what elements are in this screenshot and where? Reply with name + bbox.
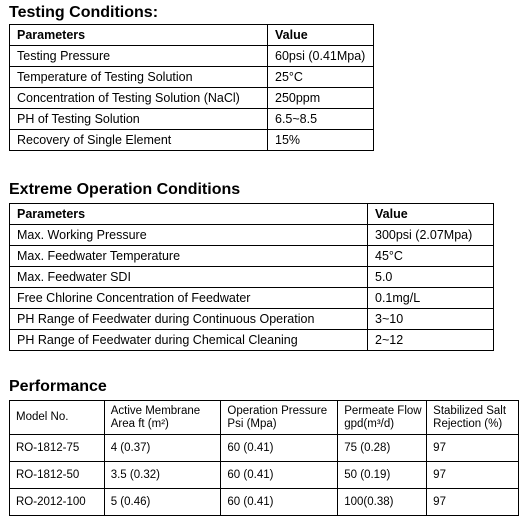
table-header-row — [10, 401, 519, 435]
model-cell: RO-1812-75 — [10, 435, 105, 462]
table-row — [10, 267, 494, 288]
value-cell: 300psi (2.07Mpa) — [368, 225, 494, 246]
parameter-cell: Recovery of Single Element — [10, 130, 268, 151]
testing-conditions-title: Testing Conditions: — [9, 4, 159, 21]
header-parameters: Parameters — [10, 25, 268, 46]
model-cell: RO-2012-100 — [10, 489, 105, 516]
value-cell: 15% — [268, 130, 374, 151]
table-row — [10, 46, 374, 67]
parameter-cell: PH Range of Feedwater during Continuous Operation — [10, 309, 368, 330]
table-header-row — [10, 25, 374, 46]
table-row — [10, 309, 494, 330]
value-cell: 60psi (0.41Mpa) — [268, 46, 374, 67]
value-cell: 45°C — [368, 246, 494, 267]
header-line: Model No. — [16, 411, 69, 423]
pressure-cell: 60 (0.41) — [221, 489, 338, 516]
parameter-cell: Max. Feedwater SDI — [10, 267, 368, 288]
table-row — [10, 288, 494, 309]
pressure-cell: 60 (0.41) — [221, 435, 338, 462]
header-value: Value — [268, 25, 374, 46]
rejection-cell: 97 — [427, 489, 519, 516]
flow-cell: 75 (0.28) — [338, 435, 427, 462]
header-flow — [338, 401, 427, 435]
header-line: Active Membrane — [110, 404, 201, 417]
performance-table — [9, 400, 519, 516]
table-row — [10, 489, 519, 516]
parameter-cell: PH of Testing Solution — [10, 109, 268, 130]
header-line: Stabilized Salt — [433, 404, 507, 417]
performance-title: Performance — [9, 378, 107, 395]
table-row — [10, 130, 374, 151]
header-line: Operation Pressure — [227, 404, 328, 417]
extreme-conditions-table — [9, 203, 494, 351]
area-cell: 5 (0.46) — [104, 489, 221, 516]
header-pressure — [221, 401, 338, 435]
table-row — [10, 246, 494, 267]
parameter-cell: Free Chlorine Concentration of Feedwater — [10, 288, 368, 309]
header-line: Psi (Mpa) — [227, 417, 277, 430]
table-row — [10, 67, 374, 88]
header-line: Area ft (m²) — [110, 417, 169, 430]
table-row — [10, 109, 374, 130]
flow-cell: 50 (0.19) — [338, 462, 427, 489]
value-cell: 0.1mg/L — [368, 288, 494, 309]
value-cell: 6.5~8.5 — [268, 109, 374, 130]
header-rejection — [427, 401, 519, 435]
parameter-cell: Testing Pressure — [10, 46, 268, 67]
header-area — [104, 401, 221, 435]
extreme-conditions-title: Extreme Operation Conditions — [9, 181, 241, 198]
parameter-cell: Concentration of Testing Solution (NaCl) — [10, 88, 268, 109]
header-parameters: Parameters — [10, 204, 368, 225]
parameter-cell: PH Range of Feedwater during Chemical Cleaning — [10, 330, 368, 351]
table-row — [10, 330, 494, 351]
model-cell: RO-1812-50 — [10, 462, 105, 489]
header-model — [10, 401, 105, 435]
area-cell: 3.5 (0.32) — [104, 462, 221, 489]
header-value: Value — [368, 204, 494, 225]
value-cell: 5.0 — [368, 267, 494, 288]
value-cell: 3~10 — [368, 309, 494, 330]
table-row — [10, 88, 374, 109]
table-header-row — [10, 204, 494, 225]
header-line: Permeate Flow — [344, 404, 422, 417]
value-cell: 25°C — [268, 67, 374, 88]
flow-cell: 100(0.38) — [338, 489, 427, 516]
parameter-cell: Max. Feedwater Temperature — [10, 246, 368, 267]
parameter-cell: Temperature of Testing Solution — [10, 67, 268, 88]
table-row — [10, 462, 519, 489]
area-cell: 4 (0.37) — [104, 435, 221, 462]
value-cell: 250ppm — [268, 88, 374, 109]
value-cell: 2~12 — [368, 330, 494, 351]
testing-conditions-table — [9, 24, 374, 151]
pressure-cell: 60 (0.41) — [221, 462, 338, 489]
parameter-cell: Max. Working Pressure — [10, 225, 368, 246]
rejection-cell: 97 — [427, 462, 519, 489]
header-line: Rejection (%) — [433, 417, 503, 430]
header-line: gpd(m³/d) — [344, 417, 395, 430]
rejection-cell: 97 — [427, 435, 519, 462]
table-row — [10, 435, 519, 462]
table-row — [10, 225, 494, 246]
